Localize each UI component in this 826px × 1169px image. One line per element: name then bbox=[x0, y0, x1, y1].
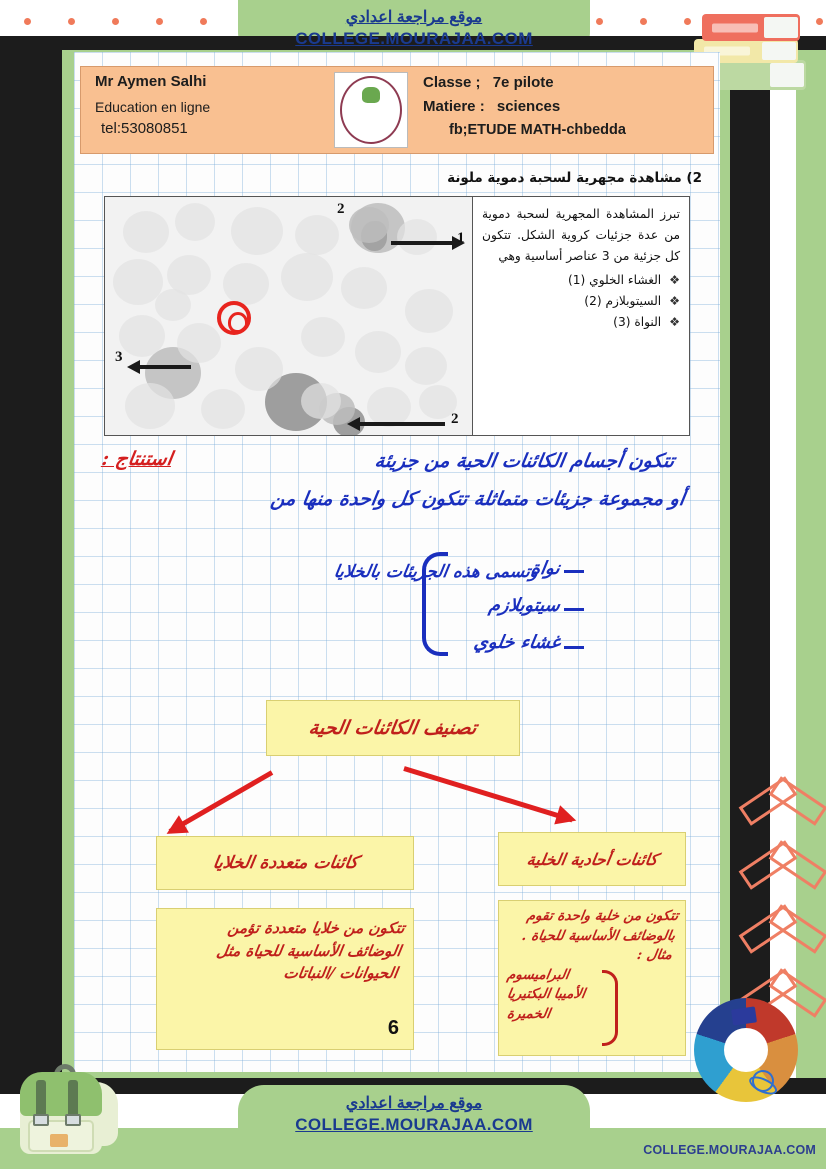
figure-description bbox=[473, 197, 689, 435]
school-stamp bbox=[334, 72, 408, 148]
classe-value: 7e pilote bbox=[492, 74, 554, 91]
examples-brace bbox=[602, 970, 618, 1046]
badge-center bbox=[724, 1028, 768, 1072]
figure-label-2: 2 bbox=[451, 411, 459, 427]
chevron-decorations bbox=[740, 768, 826, 1028]
component-label-2: السيتوبلازم (2) bbox=[584, 293, 662, 308]
component-item-2 bbox=[482, 291, 680, 312]
blood-cell-blob bbox=[301, 383, 341, 419]
example-row-3 bbox=[507, 1005, 675, 1025]
backpack-illustration bbox=[14, 1064, 124, 1159]
teacher-phone: tel:53080851 bbox=[101, 120, 188, 137]
blood-cell-blob bbox=[175, 203, 215, 241]
handwriting-item-2: سيتوبلازم bbox=[487, 595, 562, 616]
diagram-branch-body-multicellular bbox=[156, 908, 414, 1050]
figure-label-2-top: 2 bbox=[337, 201, 345, 217]
blood-cell-blob bbox=[295, 215, 339, 255]
component-label-3: النواة (3) bbox=[613, 314, 662, 329]
tree-icon bbox=[362, 87, 380, 103]
blood-cell-blob bbox=[405, 347, 447, 385]
site-url-top: COLLEGE.MOURAJAA.COM bbox=[295, 29, 533, 48]
diagram-title-text: تصنيف الكائنات الحية bbox=[307, 717, 479, 739]
blood-cell-blob bbox=[355, 331, 401, 373]
diagram-arrow-right bbox=[403, 766, 573, 822]
backpack-buckle-right bbox=[65, 1114, 81, 1126]
decor-dot bbox=[156, 18, 163, 25]
header-class-block bbox=[417, 67, 713, 153]
figure-row bbox=[104, 196, 690, 436]
figure-component-list bbox=[482, 270, 680, 333]
teacher-name: Mr Aymen Salhi bbox=[95, 73, 207, 90]
handwriting-item-3: غشاء خلوي bbox=[472, 632, 562, 653]
backpack-buckle-left bbox=[33, 1114, 49, 1126]
figure-label-1: 1 bbox=[457, 230, 465, 246]
blood-cell-blob bbox=[119, 315, 165, 357]
decor-dot bbox=[200, 18, 207, 25]
blood-cell-blob bbox=[113, 259, 163, 305]
matiere-value: sciences bbox=[496, 98, 561, 115]
matiere-label: Matiere : bbox=[423, 98, 485, 115]
blood-cell-blob bbox=[201, 389, 245, 429]
example-row-1 bbox=[507, 966, 675, 986]
blood-cell-blob bbox=[341, 267, 387, 309]
branch-label-unicellular-text: كائنات أحادية الخلية bbox=[525, 849, 659, 869]
example-label-3: البكتيريا bbox=[505, 986, 552, 1003]
diagram-branch-body-unicellular bbox=[498, 900, 686, 1056]
decor-dot bbox=[112, 18, 119, 25]
handwriting-item-1: نواة bbox=[529, 558, 562, 579]
figure-arrow-2 bbox=[359, 422, 445, 426]
red-annotation-circle bbox=[217, 301, 251, 335]
blood-cell-blob bbox=[223, 263, 269, 305]
microscope-image bbox=[105, 197, 473, 435]
site-branding-top bbox=[238, 8, 590, 49]
graduation-cap-icon bbox=[731, 1006, 757, 1025]
diagram-branch-label-multicellular bbox=[156, 836, 414, 890]
classe-label: Classe ; bbox=[423, 74, 481, 91]
blood-cell-blob bbox=[349, 207, 389, 243]
figure-arrow-3 bbox=[139, 365, 191, 369]
branch-label-multicellular-text: كائنات متعددة الخلايا bbox=[210, 853, 360, 873]
corner-watermark: COLLEGE.MOURAJAA.COM bbox=[643, 1143, 816, 1157]
blood-cell-blob bbox=[167, 255, 211, 295]
handwriting-dash-2 bbox=[564, 608, 584, 611]
site-title-arabic-bottom: موقع مراجعة اعدادي bbox=[345, 1095, 483, 1112]
bullet-icon: ❖ bbox=[669, 293, 680, 308]
example-row-2 bbox=[507, 985, 675, 1005]
handwriting-line-2: أو مجموعة جزيئات متماثلة تتكون كل واحدة منها من bbox=[268, 488, 686, 510]
handwriting-dash-1 bbox=[564, 570, 584, 573]
book-red bbox=[702, 14, 800, 41]
classe-row bbox=[423, 74, 703, 91]
blood-cell-blob bbox=[367, 387, 411, 427]
handwriting-dash-3 bbox=[564, 646, 584, 649]
backpack-tag bbox=[50, 1134, 68, 1147]
worksheet-page bbox=[74, 52, 720, 1072]
blood-cell-blob bbox=[123, 211, 169, 253]
component-label-1: الغشاء الخلوي (1) bbox=[568, 272, 662, 287]
black-left-margin bbox=[0, 36, 62, 1092]
handwriting-side-note: وتسمى هذه الجزيئات بالخلايا bbox=[332, 562, 540, 582]
branch-body-multicellular-text: تتكون من خلايا متعددة تؤمن الوضائف الأساسية للحياة مثل الحيوانات /النباتات bbox=[215, 919, 407, 982]
blood-cell-blob bbox=[231, 207, 283, 255]
component-item-1 bbox=[482, 270, 680, 291]
site-title-arabic-top: موقع مراجعة اعدادي bbox=[345, 9, 483, 26]
matiere-row bbox=[423, 98, 703, 115]
figure-arrow-1 bbox=[391, 241, 453, 245]
example-label-1: البراميسوم bbox=[505, 966, 571, 983]
handwriting-conclusion-label: استنتاج : bbox=[100, 448, 174, 470]
blood-cell-blob bbox=[125, 383, 175, 429]
teacher-tagline: Education en ligne bbox=[95, 99, 211, 115]
section-title: 2) مشاهدة مجهرية لسحبة دموية ملونة bbox=[447, 170, 702, 186]
education-badge-illustration bbox=[694, 998, 798, 1102]
header-teacher-block bbox=[81, 67, 325, 153]
backpack-flap bbox=[20, 1072, 102, 1116]
blood-cell-blob bbox=[397, 219, 437, 255]
blood-cell-blob bbox=[235, 347, 283, 391]
figure-paragraph: تبرز المشاهدة المجهرية لسحبة دموية من عدة جزئيات كروية الشكل. تتكون كل جزئية من 3 عناصر أساسية وهي bbox=[482, 207, 680, 263]
blood-cell-blob bbox=[301, 317, 345, 357]
page-number: 6 bbox=[387, 1017, 399, 1039]
facebook-handle: fb;ETUDE MATH-chbedda bbox=[449, 122, 626, 138]
decor-dot bbox=[640, 18, 647, 25]
example-label-2: الأميبا bbox=[552, 986, 587, 1003]
component-item-3 bbox=[482, 312, 680, 333]
site-url-bottom: COLLEGE.MOURAJAA.COM bbox=[295, 1115, 533, 1134]
figure-label-3: 3 bbox=[115, 349, 123, 365]
example-label-4: الخميرة bbox=[505, 1005, 552, 1022]
site-branding-bottom bbox=[238, 1094, 590, 1135]
bullet-icon: ❖ bbox=[669, 314, 680, 329]
blood-cell-blob bbox=[281, 253, 333, 301]
bullet-icon: ❖ bbox=[669, 272, 680, 287]
decor-dot bbox=[68, 18, 75, 25]
worksheet-header bbox=[80, 66, 714, 154]
blood-cell-blob bbox=[405, 289, 453, 333]
header-logo-block bbox=[325, 67, 417, 153]
diagram-arrow-left bbox=[169, 770, 274, 833]
blood-cell-blob bbox=[177, 323, 221, 363]
diagram-title-box bbox=[266, 700, 520, 756]
handwriting-line-1: تتكون أجسام الكائنات الحية من جزيئة bbox=[372, 450, 676, 472]
branch-body-unicellular-intro: تتكون من خلية واحدة تقوم بالوضائف الأساسية للحياة . مثال : bbox=[520, 908, 680, 964]
decor-dot bbox=[596, 18, 603, 25]
diagram-branch-label-unicellular bbox=[498, 832, 686, 886]
decor-dot bbox=[24, 18, 31, 25]
school-stamp-oval bbox=[340, 76, 402, 144]
